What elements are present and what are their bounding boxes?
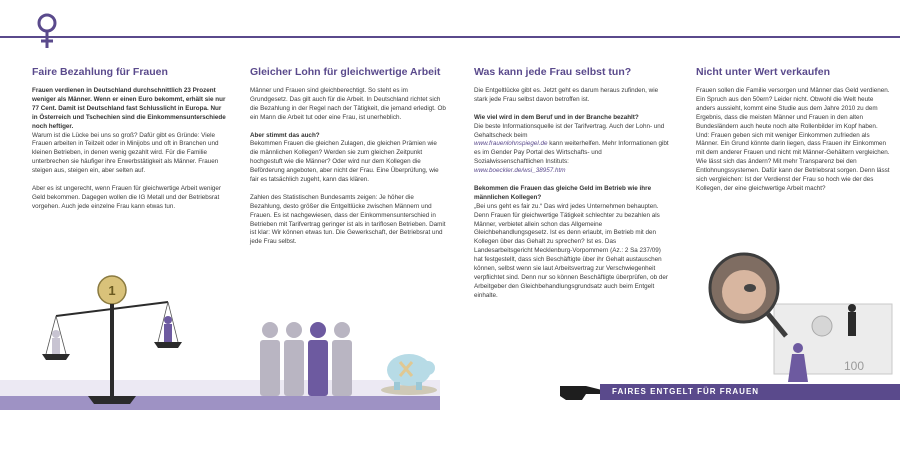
paragraph-text: Warum ist die Lücke bei uns so groß? Dafür gibt es Gründe: Viele Frauen arbeiten in Teilzeit oder in Minijobs und oft in Branchen und kleinen Betrieben, in denen wenig gezahlt wird. Für die Familie unterbrechen sie häufiger ihre Erwerbstätigkeit als Männer. Frauen steigen aus, steigen ein, aber selten auf. [32,131,219,175]
column-title: Nicht unter Wert verkaufen [696,66,831,78]
paragraph [696,87,892,194]
column-equal-pay [250,66,446,256]
column-fair-pay [32,66,228,221]
paragraph-text: kann weiterhelfen. Mehr Informationen gibt es im Gender Pay Portal des Wirtschafts- und Sozialwissenschaftlichen Instituts: [474,140,669,166]
paragraph [250,87,446,123]
link-frauenlohnspiegel[interactable]: www.frauenlohnspiegel.de [474,140,548,148]
people-group-icon [252,318,372,396]
paragraph [250,132,446,185]
venus-logo-icon [32,10,62,52]
link-boeckler[interactable]: www.boeckler.de/wsi_38957.htm [474,167,566,175]
paragraph-lead: Aber stimmt das auch? [250,131,320,139]
paragraph-lead: Frauen verdienen in Deutschland durchschnittlich 23 Prozent weniger als Männer. Wenn er einen Euro bekommt, erhält sie nur 77 Cent. Damit ist Deutschland fast Schlusslicht in Europa. Nur in Österreich und Tschechien sind die Einkommensunterschiede noch heftiger. [32,87,226,130]
column-what-to-do [474,66,670,310]
paragraph [32,185,228,212]
paragraph-text: Zahlen des Statistischen Bundesamts zeigen: Je höher die Bezahlung, desto größer die Entgeltlücke zwischen Männern und Frauen. Es ist nachgewiesen, dass der Einkommensunterschied in Betrieben mit Tarifvertrag geringer ist als in tariflosen Betrieben. Damit ist klar: Wir können etwas tun. Die Gewerkschaft, der Betriebsrat und jede Frau selbst. [250,193,446,246]
paragraph [474,114,670,176]
banknote-value: 100 [844,359,865,373]
column-title: Was kann jede Frau selbst tun? [474,66,632,78]
paragraph-text: Frauen sollen die Familie versorgen und Männer das Geld verdienen. Ein Spruch aus den 50ern? Leider nicht. Obwohl die Welt heute anders aussieht, kommt eine Studie aus dem Jahre 2010 zu dem Ergebnis, dass die meisten Männer und Frauen in den alten Bundesländern auch heute noch alte Rollenbilder im Kopf haben. Und: Frauen geben sich mit weniger Einkommen zufrieden als Männer. Ein Grund könnte darin liegen, dass Frauen ihr Einkommen mit dem anderer Frauen und nicht mit Männer-Gehältern vergleichen. Wie lässt sich das ändern? Mit mehr Transparenz bei den Entlohnungssystemen. Dafür kann der Betriebsrat sorgen. Denn lässt sich vergleichen: Ist der Verdienst der Frau so hoch wie der des Kollegen, der eine gleichwertige Arbeit macht? [696,87,890,192]
column-title: Gleicher Lohn für gleichwertige Arbeit [250,66,441,78]
balance-scale-icon [40,272,190,412]
column-not-undervalued [696,66,892,203]
coin-label: 1 [108,283,116,298]
paragraph-text: Die Entgeltlücke gibt es. Jetzt geht es darum heraus zufinden, wie stark jede Frau selbst davon betroffen ist. [474,87,659,103]
piggy-bank-icon [378,346,440,396]
paragraph [474,185,670,301]
paragraph-text: Die beste Informationsquelle ist der Tarifvertrag. Auch der Lohn- und Gehaltscheck beim [474,122,665,139]
pointing-hand-icon [558,380,606,402]
paragraph [474,87,670,105]
paragraph [250,194,446,247]
paragraph-text: Männer und Frauen sind gleichberechtigt. So steht es im Grundgesetz. Das gilt auch für die Arbeit. In Deutschland richtet sich die Bezahlung in der Regel nach der Tätigkeit, die jemand erledigt. Ob ein Mann die Arbeit tut oder eine Frau, ist unerheblich. [250,87,446,121]
footer-tag: FAIRES ENTGELT FÜR FRAUEN [600,384,900,400]
paragraph-text: Aber es ist ungerecht, wenn Frauen für gleichwertige Arbeit weniger Geld bekommen. Dagegen wollen die IG Metall und der Betriebsrat vorgehen. Auch jede einzelne Frau kann etwas tun. [32,184,222,210]
paragraph [32,87,228,176]
top-rule [0,36,900,38]
paragraph-lead: Bekommen die Frauen das gleiche Geld im Betrieb wie ihre männlichen Kollegen? [474,184,652,201]
paragraph-lead: Wie viel wird in dem Beruf und in der Branche bezahlt? [474,113,639,121]
collage-illustration [700,252,896,384]
paragraph-text: Bekommen Frauen die gleichen Zulagen, die gleichen Prämien wie die männlichen Kollegen? Werden sie zum gleichen Zeitpunkt hochgestuft wie die Männer? Oder wird nur dem Kollegen die Beförderung angeboten, aber nicht der Frau. Eine Überprüfung, wie fair es tatsächlich zugeht, kann das klären. [250,140,439,184]
column-title: Faire Bezahlung für Frauen [32,66,168,78]
paragraph-text: „Bei uns geht es fair zu.“ Das wird jedes Unternehmen behaupten. Denn Frauen für gleichwertige Tätigkeit schlechter zu bezahlen als Männer, verbietet allein schon das Allgemeine Gleichbehandlungsgesetz. Ist es denn erlaubt, im Betrieb mit den Kollegen über das Gehalt zu sprechen? Ist es. Das Landesarbeitsgericht Mecklenburg-Vorpommern (Az.: 2 Sa 237/09) hat festgestellt, dass sich Beschäftigte über ihr Gehalt austauschen können, selbst wenn sie laut Arbeitsvertrag zur Verschwiegenheit verpflichtet sind. Denn nur so können Beschäftigte überprüfen, ob der Arbeitgeber den Gleichbehandlungsgrundsatz auch beim Entgelt einhalte. [474,202,668,299]
